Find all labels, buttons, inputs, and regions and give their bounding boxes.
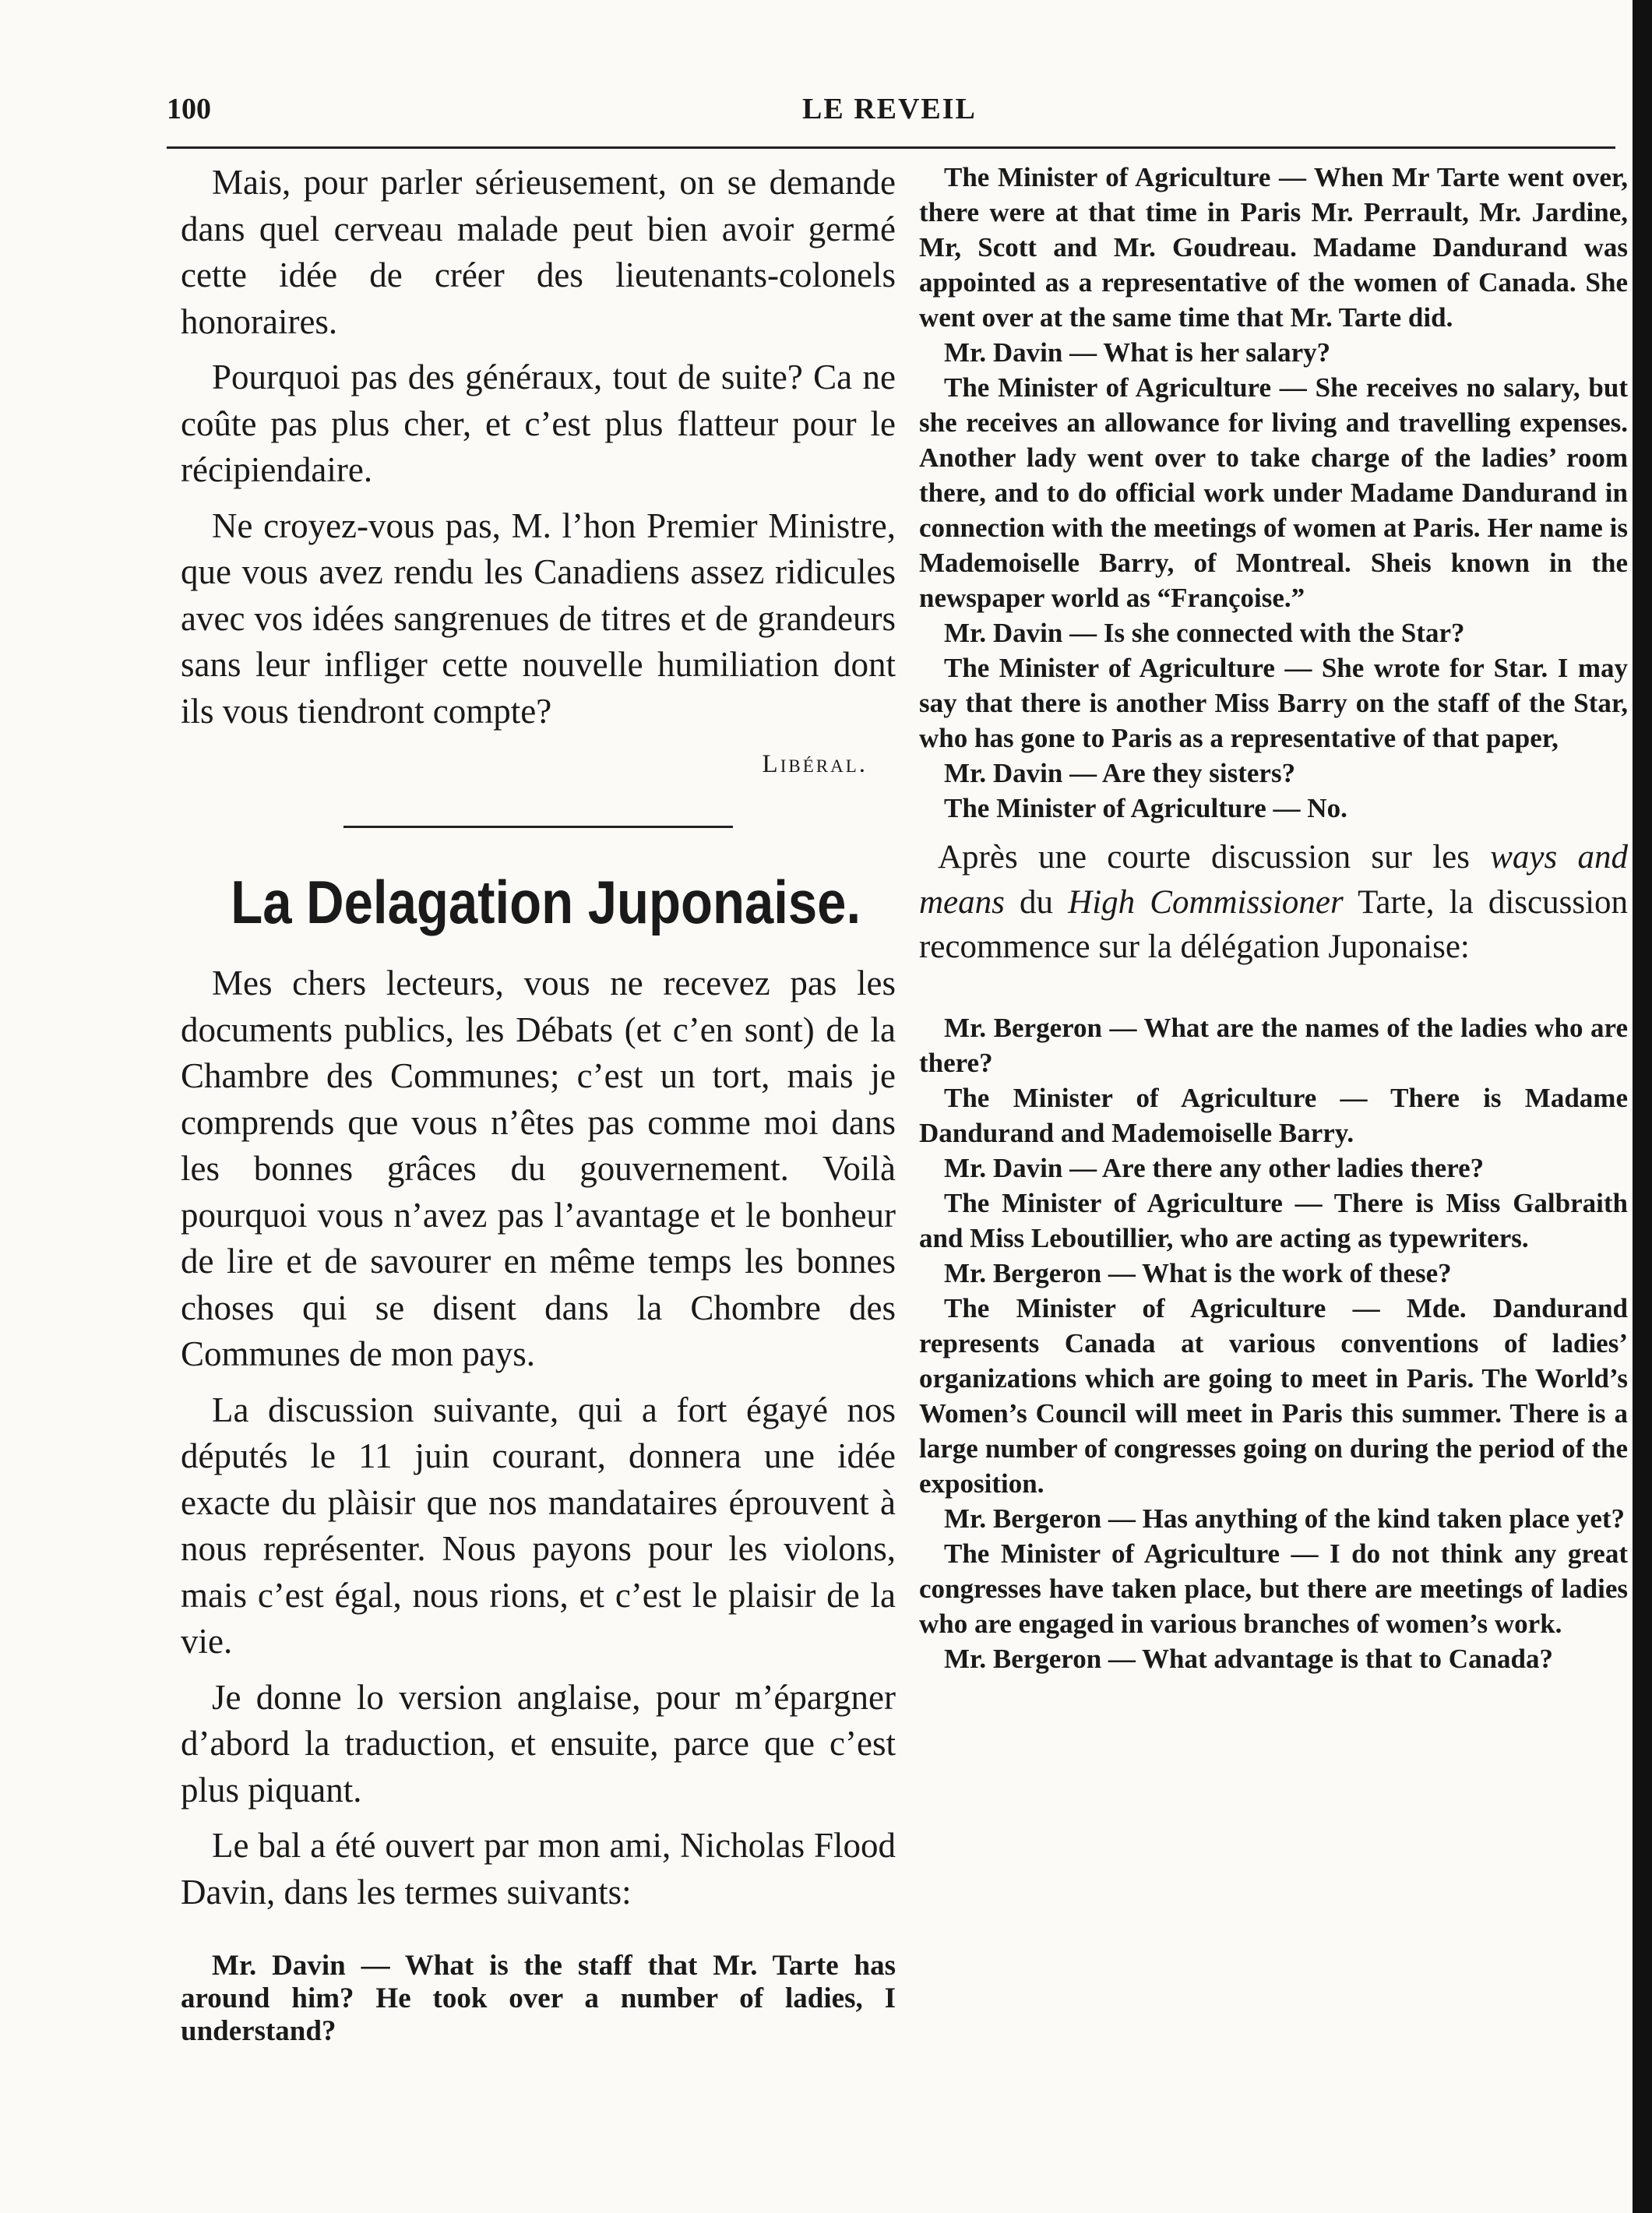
signature: Libéral. <box>762 750 868 778</box>
dialogue-line: The Minister of Agriculture — There is Miss Galbraith and Miss Leboutillier, who are acting as typewriters. <box>919 1187 1628 1253</box>
article-paragraph: Je donne lo version anglaise, pour m’épargner d’abord la traduction, et ensuite, parce que c’est plus piquant. <box>181 1677 896 1810</box>
intro-italic: ways and means <box>919 839 1629 921</box>
intro-paragraph <box>919 835 1628 970</box>
dialogue-line: The Minister of Agriculture — No. <box>944 793 1347 823</box>
running-head: LE REVEIL <box>802 93 977 125</box>
intro-text: Tarte, la discussion recommence sur la délégation Juponaise: <box>919 883 1629 965</box>
article-paragraph: Le bal a été ouvert par mon ami, Nicholas Flood Davin, dans les termes suivants: <box>181 1826 896 1912</box>
paragraph: Pourquoi pas des généraux, tout de suite? Ca ne coûte pas plus cher, et c’est plus flatteur pour le récipiendaire. <box>181 358 896 489</box>
dialogue-line: Mr. Bergeron — What are the names of the ladies who are there? <box>919 1012 1628 1078</box>
page-number: 100 <box>167 93 211 125</box>
header-rule <box>167 146 1615 149</box>
page-edge-shadow <box>1633 0 1652 2213</box>
dialogue-line: Mr. Davin — What is the staff that Mr. Tarte has around him? He took over a number of ladies, I understand? <box>181 1950 896 2047</box>
section-separator <box>343 826 733 828</box>
right-column <box>919 160 1628 1676</box>
article-paragraph: Mes chers lecteurs, vous ne recevez pas les documents publics, les Débats (et c’en sont) de la Chambre des Communes; c’est un tort, mais je comprends que vous n’êtes pas comme moi dans les bonnes grâces du gouvernement. Voilà pourquoi vous n’avez pas l’avantage et le bonheur de lire et de savourer en même temps les bonnes choses qui se disent dans la Chombre des Communes de mon pays. <box>181 964 896 1373</box>
dialogue-line: The Minister of Agriculture — She receives no salary, but she receives an allowance for living and travelling expenses. Another lady went over to take charge of the ladies’ room there, and to do official work under Madame Dandurand in connection with the meetings of women at Paris. Her name is Mademoiselle Barry, of Montreal. Sheis known in the newspaper world as “Françoise.” <box>919 372 1628 613</box>
article-paragraph: La discussion suivante, qui a fort égayé nos députés le 11 juin courant, donnera une idée exacte du plàisir que nos mandataires éprouvent à nous représenter. Nous payons pour les violons, mais c’est égal, nous rions, et c’est le plaisir de la vie. <box>181 1390 896 1661</box>
dialogue-line: Mr. Davin — What is her salary? <box>944 337 1331 368</box>
dialogue-line: Mr. Bergeron — What is the work of these? <box>944 1257 1452 1288</box>
dialogue-line: Mr. Davin — Is she connected with the Star? <box>944 618 1465 648</box>
dialogue-line: Mr. Bergeron — Has anything of the kind taken place yet? <box>944 1503 1626 1534</box>
article-title: La Delagation Juponaise. <box>231 868 861 936</box>
intro-text: du <box>1004 883 1069 921</box>
dialogue-line: The Minister of Agriculture — When Mr Tarte went over, there were at that time in Paris Mr. Perrault, Mr. Jardine, Mr, Scott and Mr. Goudreau. Madame Dandurand was appointed as a representative of the women of Canada. She went over at the same time that Mr. Tarte did. <box>919 162 1628 333</box>
paragraph: Mais, pour parler sérieusement, on se demande dans quel cerveau malade peut bien avoir germé cette idée de créer des lieutenants-colonels honoraires. <box>181 163 896 341</box>
dialogue-line: Mr. Davin — Are there any other ladies there? <box>944 1152 1485 1183</box>
intro-text: Après une courte discussion sur les <box>938 839 1491 876</box>
dialogue-line: The Minister of Agriculture — There is Madame Dandurand and Mademoiselle Barry. <box>919 1082 1628 1148</box>
paragraph: Ne croyez-vous pas, M. l’hon Premier Ministre, que vous avez rendu les Canadiens assez ridicules avec vos idées sangrenues de titres et de grandeurs sans leur infliger cette nouvelle humiliation dont ils vous tiendront compte? <box>181 506 896 731</box>
dialogue-line: The Minister of Agriculture — She wrote for Star. I may say that there is another Miss Barry on the staff of the Star, who has gone to Paris as a representative of that paper, <box>919 653 1628 753</box>
intro-italic: High Commissioner <box>1068 883 1344 921</box>
dialogue-line: The Minister of Agriculture — I do not think any great congresses have taken place, but there are meetings of ladies who are engaged in various branches of women’s work. <box>919 1538 1628 1639</box>
dialogue-line: Mr. Bergeron — What advantage is that to Canada? <box>944 1643 1554 1674</box>
dialogue-line: The Minister of Agriculture — Mde. Dandurand represents Canada at various conventions of ladies’ organizations which are going to meet in Paris. The World’s Women’s Council will meet in Paris this summer. There is a large number of congresses going on during the period of the exposition. <box>919 1292 1628 1499</box>
left-column <box>181 160 896 2048</box>
dialogue-line: Mr. Davin — Are they sisters? <box>944 758 1296 788</box>
